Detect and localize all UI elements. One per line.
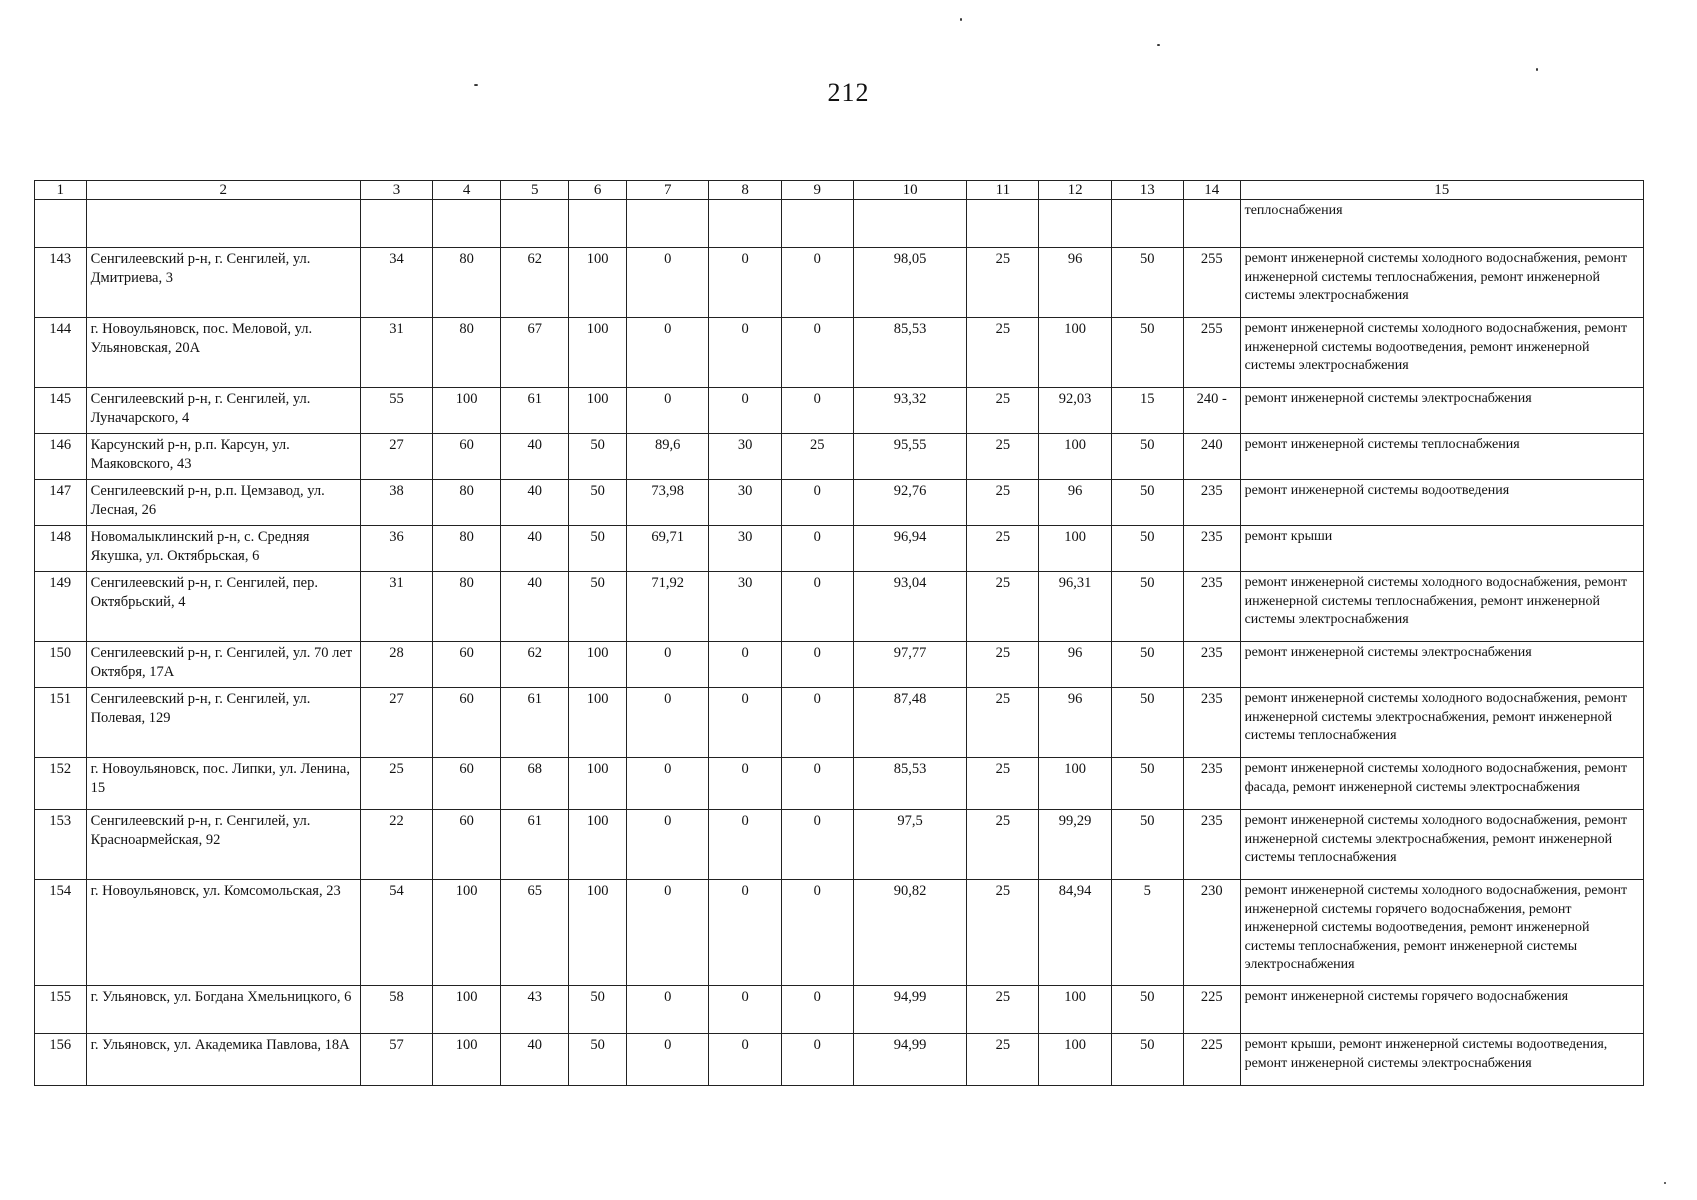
row-number: 152 xyxy=(35,758,87,810)
value-cell-c3: 28 xyxy=(360,642,432,688)
address-cell: Новомалыклинский р-н, с. Средняя Якушка, ул. Октябрьская, 6 xyxy=(86,526,360,572)
value-cell-c11: 25 xyxy=(967,688,1039,758)
address-cell: г. Новоульяновск, пос. Меловой, ул. Ульяновская, 20А xyxy=(86,318,360,388)
value-cell-c8: 0 xyxy=(709,1034,781,1086)
value-cell-c8: 0 xyxy=(709,986,781,1034)
value-cell-c14: 235 xyxy=(1183,688,1240,758)
value-cell-c8: 30 xyxy=(709,572,781,642)
value-cell-c13: 5 xyxy=(1111,880,1183,986)
value-cell-c12: 100 xyxy=(1039,526,1111,572)
value-cell-c9: 0 xyxy=(781,526,853,572)
column-header: 14 xyxy=(1183,181,1240,200)
value-cell-c3: 54 xyxy=(360,880,432,986)
value-cell-c6: 100 xyxy=(569,642,627,688)
table-row xyxy=(35,1034,1644,1086)
value-cell-c9: 0 xyxy=(781,986,853,1034)
address-cell: г. Новоульяновск, ул. Комсомольская, 23 xyxy=(86,880,360,986)
column-header: 1 xyxy=(35,181,87,200)
scan-speck xyxy=(474,84,478,86)
value-cell-c4: 80 xyxy=(433,572,501,642)
value-cell-c11: 25 xyxy=(967,388,1039,434)
value-cell-c8: 0 xyxy=(709,642,781,688)
work-description-cell: ремонт инженерной системы водоотведения xyxy=(1240,480,1643,526)
scan-speck xyxy=(1536,68,1538,71)
work-description-cell: ремонт инженерной системы холодного водоснабжения, ремонт инженерной системы теплоснабжения, ремонт инженерной системы электроснабжения xyxy=(1240,572,1643,642)
value-cell-c9: 0 xyxy=(781,758,853,810)
value-cell-c13: 50 xyxy=(1111,318,1183,388)
value-cell-c12: 99,29 xyxy=(1039,810,1111,880)
address-cell: г. Ульяновск, ул. Академика Павлова, 18А xyxy=(86,1034,360,1086)
value-cell-c4: 60 xyxy=(433,642,501,688)
row-number: 150 xyxy=(35,642,87,688)
value-cell-c11: 25 xyxy=(967,480,1039,526)
value-cell-c8: 0 xyxy=(709,758,781,810)
work-description-cell: ремонт крыши, ремонт инженерной системы водоотведения, ремонт инженерной системы электроснабжения xyxy=(1240,1034,1643,1086)
value-cell-c12: 96 xyxy=(1039,688,1111,758)
value-cell-c8: 0 xyxy=(709,248,781,318)
row-number: 156 xyxy=(35,1034,87,1086)
scan-speck xyxy=(960,18,962,21)
value-cell-c11: 25 xyxy=(967,880,1039,986)
value-cell-c10: 90,82 xyxy=(853,880,966,986)
value-cell-c5: 40 xyxy=(501,480,569,526)
address-cell: Карсунский р-н, р.п. Карсун, ул. Маяковского, 43 xyxy=(86,434,360,480)
value-cell-c11: 25 xyxy=(967,572,1039,642)
address-cell: Сенгилеевский р-н, г. Сенгилей, ул. 70 лет Октября, 17А xyxy=(86,642,360,688)
value-cell-c13: 50 xyxy=(1111,986,1183,1034)
column-header: 2 xyxy=(86,181,360,200)
value-cell-c4: 80 xyxy=(433,248,501,318)
value-cell-c3: 25 xyxy=(360,758,432,810)
value-cell-c10: 94,99 xyxy=(853,1034,966,1086)
value-cell-c8: 0 xyxy=(709,388,781,434)
value-cell-c4: 60 xyxy=(433,810,501,880)
value-cell-c12: 96 xyxy=(1039,480,1111,526)
value-cell-c5: 67 xyxy=(501,318,569,388)
column-header: 15 xyxy=(1240,181,1643,200)
value-cell-c5: 65 xyxy=(501,880,569,986)
address-cell: Сенгилеевский р-н, г. Сенгилей, ул. Красноармейская, 92 xyxy=(86,810,360,880)
value-cell-c10: 97,5 xyxy=(853,810,966,880)
value-cell-c5: 40 xyxy=(501,1034,569,1086)
value-cell-c14: 235 xyxy=(1183,758,1240,810)
work-description-cell: ремонт инженерной системы холодного водоснабжения, ремонт инженерной системы водоотведения, ремонт инженерной системы электроснабжения xyxy=(1240,318,1643,388)
value-cell-c5: 62 xyxy=(501,248,569,318)
value-cell-c3: 58 xyxy=(360,986,432,1034)
value-cell-c5: 62 xyxy=(501,642,569,688)
value-cell-c5: 40 xyxy=(501,434,569,480)
value-cell-c11: 25 xyxy=(967,758,1039,810)
value-cell-c10: 94,99 xyxy=(853,986,966,1034)
value-cell-c14: 235 xyxy=(1183,526,1240,572)
value-cell-c7: 73,98 xyxy=(626,480,709,526)
value-cell-c8: 30 xyxy=(709,434,781,480)
row-number: 148 xyxy=(35,526,87,572)
value-cell-c12: 96 xyxy=(1039,248,1111,318)
value-cell-c11: 25 xyxy=(967,526,1039,572)
value-cell-c8: 0 xyxy=(709,688,781,758)
value-cell-c13: 50 xyxy=(1111,248,1183,318)
value-cell-c10: 92,76 xyxy=(853,480,966,526)
value-cell-c5: 40 xyxy=(501,526,569,572)
column-header: 9 xyxy=(781,181,853,200)
value-cell-c11: 25 xyxy=(967,318,1039,388)
value-cell-c9: 0 xyxy=(781,248,853,318)
header-row xyxy=(35,181,1644,200)
value-cell-c3: 27 xyxy=(360,688,432,758)
row-number: 143 xyxy=(35,248,87,318)
value-cell-c4: 60 xyxy=(433,758,501,810)
value-cell-c14: 235 xyxy=(1183,480,1240,526)
value-cell-c14: 230 xyxy=(1183,880,1240,986)
column-header: 5 xyxy=(501,181,569,200)
address-cell: Сенгилеевский р-н, г. Сенгилей, ул. Луначарского, 4 xyxy=(86,388,360,434)
value-cell-c4: 100 xyxy=(433,388,501,434)
value-cell-c4: 60 xyxy=(433,688,501,758)
work-description-cell: ремонт инженерной системы холодного водоснабжения, ремонт инженерной системы теплоснабжения, ремонт инженерной системы электроснабжения xyxy=(1240,248,1643,318)
value-cell-c9: 0 xyxy=(781,810,853,880)
work-description-cell: ремонт инженерной системы холодного водоснабжения, ремонт инженерной системы электроснабжения, ремонт инженерной системы теплоснабжения xyxy=(1240,688,1643,758)
value-cell-c7: 0 xyxy=(626,388,709,434)
row-number: 144 xyxy=(35,318,87,388)
value-cell-c12: 96 xyxy=(1039,642,1111,688)
value-cell-c3: 31 xyxy=(360,318,432,388)
value-cell-c9: 0 xyxy=(781,688,853,758)
value-cell-c6: 50 xyxy=(569,480,627,526)
value-cell-c10: 97,77 xyxy=(853,642,966,688)
value-cell-c4: 80 xyxy=(433,480,501,526)
work-description-cell: ремонт инженерной системы теплоснабжения xyxy=(1240,434,1643,480)
value-cell-c8: 0 xyxy=(709,810,781,880)
address-cell: Сенгилеевский р-н, р.п. Цемзавод, ул. Лесная, 26 xyxy=(86,480,360,526)
table-row xyxy=(35,572,1644,642)
value-cell-c3: 27 xyxy=(360,434,432,480)
value-cell-c6: 100 xyxy=(569,248,627,318)
value-cell-c3: 57 xyxy=(360,1034,432,1086)
value-cell-c10: 93,32 xyxy=(853,388,966,434)
value-cell-c14: 225 xyxy=(1183,986,1240,1034)
value-cell-c14: 235 xyxy=(1183,572,1240,642)
value-cell-c13: 50 xyxy=(1111,810,1183,880)
value-cell-c3: 55 xyxy=(360,388,432,434)
work-description-cell: ремонт инженерной системы холодного водоснабжения, ремонт фасада, ремонт инженерной системы электроснабжения xyxy=(1240,758,1643,810)
scan-speck xyxy=(1157,44,1160,46)
table-row xyxy=(35,810,1644,880)
value-cell-c8: 0 xyxy=(709,318,781,388)
value-cell-c6: 100 xyxy=(569,810,627,880)
column-header: 4 xyxy=(433,181,501,200)
value-cell-c5: 43 xyxy=(501,986,569,1034)
value-cell-c9: 0 xyxy=(781,388,853,434)
value-cell-c10: 87,48 xyxy=(853,688,966,758)
value-cell-c6: 50 xyxy=(569,434,627,480)
address-cell: г. Ульяновск, ул. Богдана Хмельницкого, 6 xyxy=(86,986,360,1034)
table-row xyxy=(35,480,1644,526)
work-description-cell: ремонт инженерной системы холодного водоснабжения, ремонт инженерной системы электроснабжения, ремонт инженерной системы теплоснабжения xyxy=(1240,810,1643,880)
value-cell-c3: 38 xyxy=(360,480,432,526)
value-cell-c6: 100 xyxy=(569,880,627,986)
value-cell-c5: 40 xyxy=(501,572,569,642)
value-cell-c7: 71,92 xyxy=(626,572,709,642)
value-cell-c7: 0 xyxy=(626,880,709,986)
table-row xyxy=(35,318,1644,388)
table-row xyxy=(35,688,1644,758)
row-number: 151 xyxy=(35,688,87,758)
value-cell-c12: 100 xyxy=(1039,1034,1111,1086)
value-cell-c14: 240 - xyxy=(1183,388,1240,434)
table-row xyxy=(35,642,1644,688)
value-cell-c5: 61 xyxy=(501,388,569,434)
value-cell-c13: 15 xyxy=(1111,388,1183,434)
column-header: 12 xyxy=(1039,181,1111,200)
scan-speck xyxy=(1664,1182,1666,1184)
value-cell-c10: 98,05 xyxy=(853,248,966,318)
value-cell-c6: 100 xyxy=(569,388,627,434)
value-cell-c12: 100 xyxy=(1039,434,1111,480)
value-cell-c14: 225 xyxy=(1183,1034,1240,1086)
value-cell-c3: 34 xyxy=(360,248,432,318)
value-cell-c14: 235 xyxy=(1183,642,1240,688)
row-number: 155 xyxy=(35,986,87,1034)
table-row xyxy=(35,758,1644,810)
value-cell-c10: 85,53 xyxy=(853,758,966,810)
value-cell-c12: 92,03 xyxy=(1039,388,1111,434)
value-cell-c14: 255 xyxy=(1183,318,1240,388)
value-cell-c4: 100 xyxy=(433,1034,501,1086)
value-cell-c11: 25 xyxy=(967,986,1039,1034)
value-cell-c11: 25 xyxy=(967,1034,1039,1086)
value-cell-c7: 69,71 xyxy=(626,526,709,572)
row-number: 149 xyxy=(35,572,87,642)
value-cell-c8: 0 xyxy=(709,880,781,986)
value-cell-c10: 93,04 xyxy=(853,572,966,642)
value-cell-c12: 100 xyxy=(1039,318,1111,388)
data-table xyxy=(34,180,1644,1086)
value-cell-c14: 240 xyxy=(1183,434,1240,480)
column-header: 10 xyxy=(853,181,966,200)
table-row xyxy=(35,248,1644,318)
table-row xyxy=(35,526,1644,572)
row-number: 146 xyxy=(35,434,87,480)
row-number: 145 xyxy=(35,388,87,434)
value-cell-c6: 100 xyxy=(569,758,627,810)
work-description-cell: ремонт инженерной системы электроснабжения xyxy=(1240,388,1643,434)
value-cell-c7: 0 xyxy=(626,318,709,388)
address-cell: Сенгилеевский р-н, г. Сенгилей, ул. Полевая, 129 xyxy=(86,688,360,758)
value-cell-c12: 84,94 xyxy=(1039,880,1111,986)
value-cell-c9: 0 xyxy=(781,572,853,642)
value-cell-c4: 80 xyxy=(433,526,501,572)
value-cell-c14: 235 xyxy=(1183,810,1240,880)
value-cell-c12: 96,31 xyxy=(1039,572,1111,642)
value-cell-c8: 30 xyxy=(709,480,781,526)
value-cell-c7: 0 xyxy=(626,642,709,688)
value-cell-c13: 50 xyxy=(1111,480,1183,526)
value-cell-c6: 50 xyxy=(569,572,627,642)
value-cell-c6: 100 xyxy=(569,318,627,388)
value-cell-c10: 96,94 xyxy=(853,526,966,572)
work-description-cell: ремонт крыши xyxy=(1240,526,1643,572)
value-cell-c5: 68 xyxy=(501,758,569,810)
table-row xyxy=(35,880,1644,986)
value-cell-c11: 25 xyxy=(967,248,1039,318)
value-cell-c6: 50 xyxy=(569,526,627,572)
column-header: 8 xyxy=(709,181,781,200)
value-cell-c7: 0 xyxy=(626,810,709,880)
table-row xyxy=(35,434,1644,480)
column-header: 11 xyxy=(967,181,1039,200)
value-cell-c3: 22 xyxy=(360,810,432,880)
table-row xyxy=(35,986,1644,1034)
value-cell-c13: 50 xyxy=(1111,688,1183,758)
continuation-row xyxy=(35,200,1644,248)
value-cell-c7: 0 xyxy=(626,758,709,810)
value-cell-c13: 50 xyxy=(1111,572,1183,642)
value-cell-c13: 50 xyxy=(1111,526,1183,572)
value-cell-c13: 50 xyxy=(1111,1034,1183,1086)
value-cell-c11: 25 xyxy=(967,642,1039,688)
value-cell-c12: 100 xyxy=(1039,758,1111,810)
value-cell-c7: 0 xyxy=(626,688,709,758)
column-header: 6 xyxy=(569,181,627,200)
value-cell-c9: 0 xyxy=(781,318,853,388)
value-cell-c12: 100 xyxy=(1039,986,1111,1034)
value-cell-c5: 61 xyxy=(501,688,569,758)
value-cell-c14: 255 xyxy=(1183,248,1240,318)
row-number: 154 xyxy=(35,880,87,986)
value-cell-c3: 36 xyxy=(360,526,432,572)
value-cell-c5: 61 xyxy=(501,810,569,880)
value-cell-c10: 85,53 xyxy=(853,318,966,388)
address-cell: г. Новоульяновск, пос. Липки, ул. Ленина, 15 xyxy=(86,758,360,810)
value-cell-c7: 0 xyxy=(626,986,709,1034)
value-cell-c4: 80 xyxy=(433,318,501,388)
work-description-cell: ремонт инженерной системы горячего водоснабжения xyxy=(1240,986,1643,1034)
value-cell-c4: 100 xyxy=(433,880,501,986)
value-cell-c4: 60 xyxy=(433,434,501,480)
value-cell-c3: 31 xyxy=(360,572,432,642)
value-cell-c11: 25 xyxy=(967,810,1039,880)
value-cell-c6: 50 xyxy=(569,1034,627,1086)
value-cell-c9: 0 xyxy=(781,642,853,688)
page-number: 212 xyxy=(827,78,870,107)
value-cell-c6: 50 xyxy=(569,986,627,1034)
column-header: 13 xyxy=(1111,181,1183,200)
work-description-cell: ремонт инженерной системы электроснабжения xyxy=(1240,642,1643,688)
address-cell: Сенгилеевский р-н, г. Сенгилей, пер. Октябрьский, 4 xyxy=(86,572,360,642)
value-cell-c7: 89,6 xyxy=(626,434,709,480)
value-cell-c9: 0 xyxy=(781,880,853,986)
value-cell-c7: 0 xyxy=(626,1034,709,1086)
value-cell-c9: 0 xyxy=(781,480,853,526)
value-cell-c8: 30 xyxy=(709,526,781,572)
column-header: 7 xyxy=(626,181,709,200)
value-cell-c13: 50 xyxy=(1111,642,1183,688)
value-cell-c13: 50 xyxy=(1111,434,1183,480)
value-cell-c9: 0 xyxy=(781,1034,853,1086)
value-cell-c10: 95,55 xyxy=(853,434,966,480)
work-description-cell: ремонт инженерной системы холодного водоснабжения, ремонт инженерной системы горячего водоснабжения, ремонт инженерной системы водоотведения, ремонт инженерной системы теплоснабжения, ремонт инженерной системы электроснабжения xyxy=(1240,880,1643,986)
address-cell: Сенгилеевский р-н, г. Сенгилей, ул. Дмитриева, 3 xyxy=(86,248,360,318)
row-number: 147 xyxy=(35,480,87,526)
column-header: 3 xyxy=(360,181,432,200)
value-cell-c6: 100 xyxy=(569,688,627,758)
value-cell-c4: 100 xyxy=(433,986,501,1034)
value-cell-c11: 25 xyxy=(967,434,1039,480)
table-row xyxy=(35,388,1644,434)
value-cell-c13: 50 xyxy=(1111,758,1183,810)
value-cell-c7: 0 xyxy=(626,248,709,318)
row-number: 153 xyxy=(35,810,87,880)
value-cell-c9: 25 xyxy=(781,434,853,480)
continuation-text: теплоснабжения xyxy=(1240,200,1643,248)
